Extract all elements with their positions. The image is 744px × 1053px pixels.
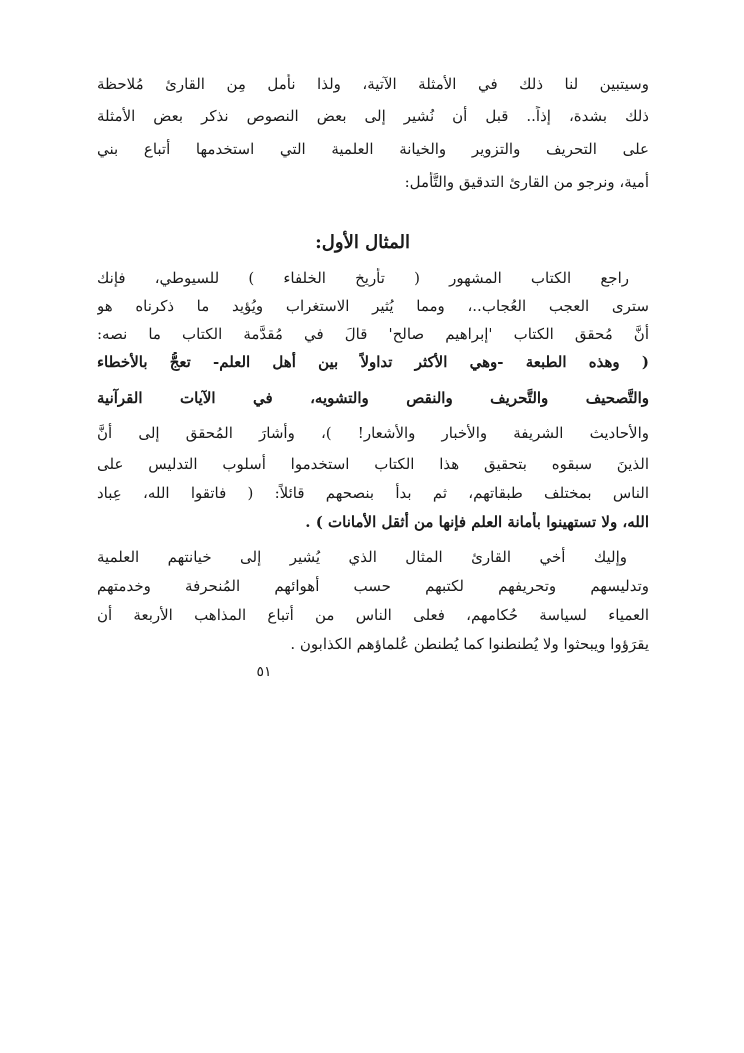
example-line-7: الذينَ سبقوه بتحقيق هذا الكتاب استخدموا أُسلوب التدليس على <box>97 455 649 473</box>
example-line-8: الناس بمختلف طبقاتهم، ثم بدأ بنصحهم قائلاً: ( فاتقوا الله، عِباد <box>97 484 649 502</box>
closing-line-3: العمياء لسياسة حُكامهم، فعلى الناس من أتباع المذاهب الأربعة أن <box>97 606 649 624</box>
example-line-9: الله، ولا تستهينوا بأمانة العلم فإنها من أثقل الأمانات ) . <box>305 513 649 531</box>
closing-line-1: وإليك أخي القارئ المثال الذي يُشير إلى خيانتهم العلمية <box>97 548 627 566</box>
page-number: ٥١ <box>256 664 272 680</box>
example-line-2: سترى العجب العُجاب..، ومما يُثير الاستغراب ويُؤيد ما ذكرناه هو <box>97 297 649 315</box>
example-line-5: والتَّصحيف والتَّحريف والنقص والتشويه، في الآيات القرآنية <box>97 389 649 407</box>
intro-line-4: أُمية، ونرجو من القارئ التدقيق والتَّأمل: <box>404 173 649 191</box>
section-heading: المثال الأول: <box>315 232 410 253</box>
example-line-4: ( وهذه الطبعة -وهي الأكثر تداولاً بين أهل العلم- تعجُّ بالأخطاء <box>97 353 649 371</box>
closing-line-4: يقرَؤوا ويبحثوا ولا يُطنطنوا كما يُطنطن عُلماؤهم الكذابون . <box>290 635 649 653</box>
example-line-6: والأحاديث الشريفة والأخبار والأشعار! )، وأشارَ المُحقق إلى أنَّ <box>97 424 649 442</box>
example-line-1: راجع الكتاب المشهور ( تأريخ الخلفاء ) للسيوطي، فإنك <box>97 269 629 287</box>
intro-line-1: وسيتبين لنا ذلك في الأمثلة الآتية، ولذا نأمل مِن القارئ مُلاحظة <box>97 75 649 93</box>
closing-line-2: وتدليسهم وتحريفهم لكتبهم حسب أهوائهم المُنحرفة وخدمتهم <box>97 577 649 595</box>
intro-line-3: على التحريف والتزوير والخيانة العلمية التي استخدمها أتباع بني <box>97 140 649 158</box>
example-line-3: أنَّ مُحقق الكتاب 'إبراهيم صالح' قالَ في مُقدَّمة الكتاب ما نصه: <box>97 325 649 343</box>
intro-line-2: ذلك بشدة، إذاً.. قبل أن نُشير إلى بعض النصوص نذكر بعض الأمثلة <box>97 107 649 125</box>
